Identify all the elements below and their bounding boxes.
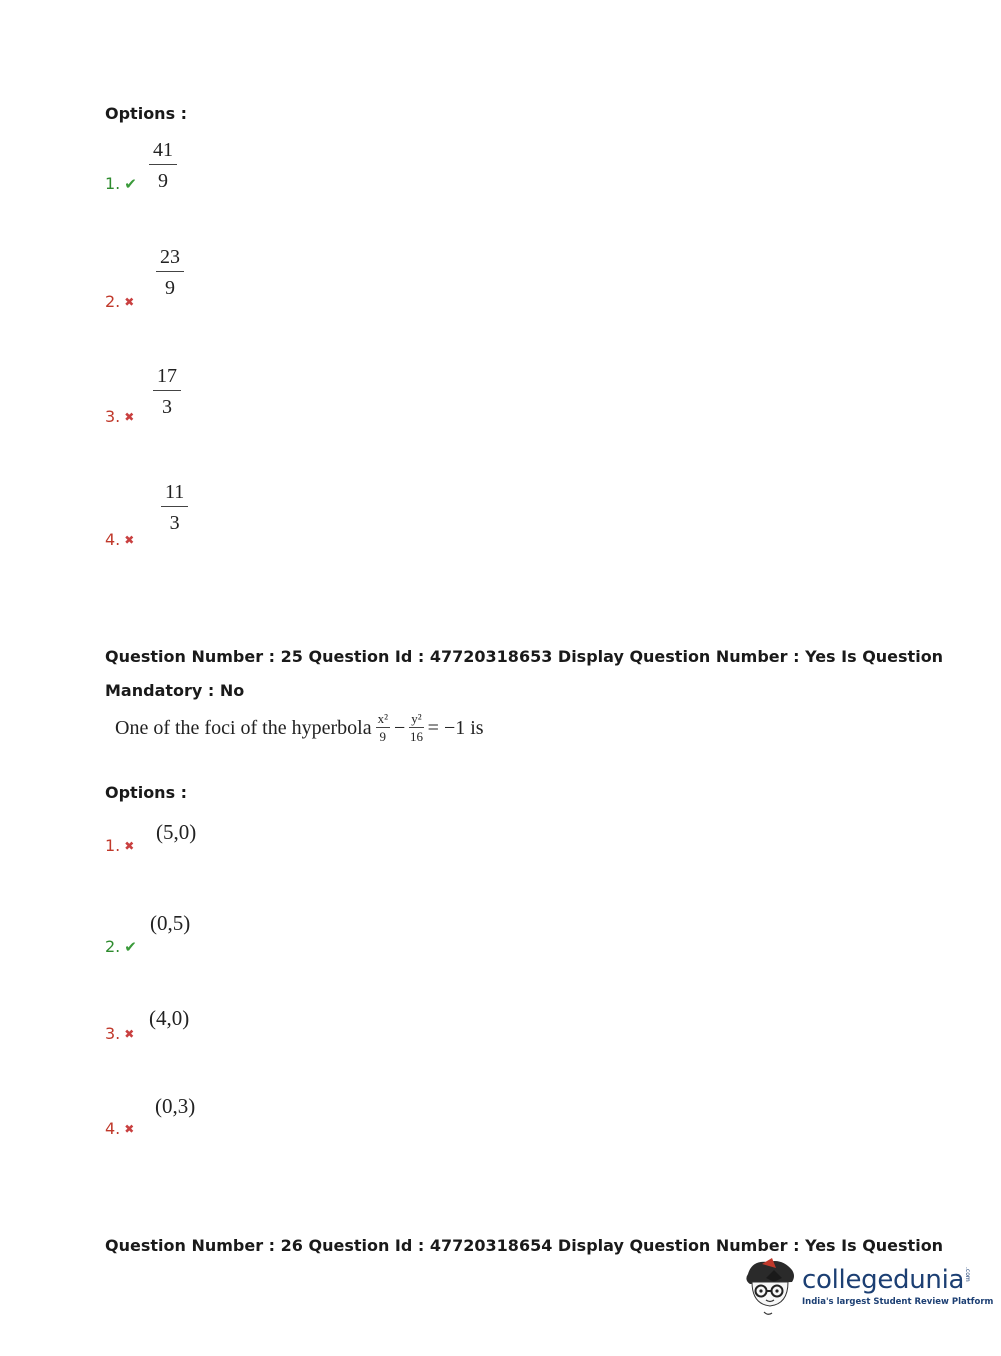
question-25-text: One of the foci of the hyperbola x² 9 − $\frac{\text{y²}}{16}$ = −1 is (115, 711, 484, 744)
check-icon: ✔ (124, 174, 137, 193)
fraction-x2-over-9: x² 9 (377, 711, 388, 744)
cross-icon: ✖ (124, 838, 135, 853)
q25-option-3-number: 3. ✖ (105, 1024, 135, 1043)
option-3-fraction: $\frac{17}{3}$ (153, 366, 181, 417)
q25-option-2-number: 2. ✔ (105, 937, 137, 956)
logo-title: collegedunia (802, 1265, 965, 1295)
q25-option-2-value: (0,5) (150, 911, 191, 935)
cross-icon: ✖ (124, 1026, 135, 1041)
options-label-1: Options : (105, 104, 188, 123)
option-3-number: 3. ✖ (105, 407, 135, 426)
option-2-number: 2. ✖ (105, 292, 135, 311)
collegedunia-logo (742, 1256, 993, 1318)
option-1-fraction: $\frac{41}{9}$ (149, 140, 177, 191)
q25-option-4-value: (0,3) (155, 1094, 196, 1118)
check-icon: ✔ (124, 937, 137, 956)
logo-dotcom: .com (964, 1267, 972, 1282)
cross-icon: ✖ (124, 532, 135, 547)
cross-icon: ✖ (124, 1121, 135, 1136)
logo-tagline: India's largest Student Review Platform (802, 1297, 994, 1307)
option-2-fraction: $\frac{23}{9}$ (156, 247, 184, 298)
question-26-header: Question Number : 26 Question Id : 47720318654 Display Question Number : Yes Is Question (105, 1236, 944, 1255)
question-25-header: Question Number : 25 Question Id : 47720318653 Display Question Number : Yes Is Question (105, 647, 944, 666)
option-4-fraction: $\frac{11}{3}$ (161, 482, 188, 533)
q25-option-3-value: (4,0) (149, 1006, 190, 1030)
q25-option-1-number: 1. ✖ (105, 836, 135, 855)
question-25-mandatory: Mandatory : No (105, 681, 245, 700)
option-1-number: 1. ✔ (105, 174, 137, 193)
student-mascot-icon (742, 1256, 800, 1318)
q25-option-1-value: (5,0) (156, 820, 197, 844)
q25-option-4-number: 4. ✖ (105, 1119, 135, 1138)
options-label-25: Options : (105, 783, 188, 802)
cross-icon: ✖ (124, 409, 135, 424)
option-4-number: 4. ✖ (105, 530, 135, 549)
cross-icon: ✖ (124, 294, 135, 309)
fraction-y2-over-16: $\frac{\text{y²}}{16}$ (409, 711, 423, 744)
